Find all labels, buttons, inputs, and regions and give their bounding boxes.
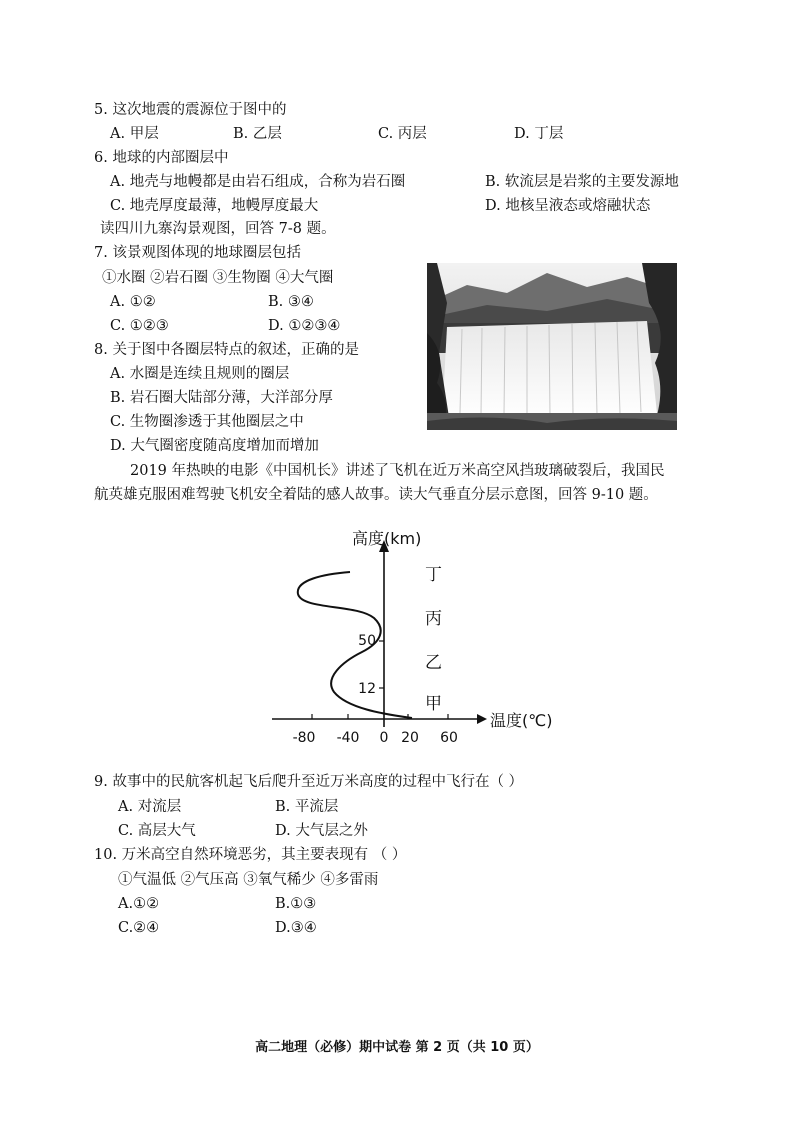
q9-option-b: B. 平流层 bbox=[275, 799, 339, 815]
q7-option-a: A. ①② bbox=[110, 294, 156, 310]
intro-9-10-line2: 航英雄克服困难驾驶飞机安全着陆的感人故事。读大气垂直分层示意图，回答 9-10 题。 bbox=[94, 487, 658, 503]
x-tick-neg40: -40 bbox=[336, 730, 360, 746]
q7-option-d: D. ①②③④ bbox=[268, 318, 341, 334]
atmosphere-layer-diagram bbox=[262, 522, 582, 756]
q10-option-b: B.①③ bbox=[275, 896, 317, 912]
q9-option-d: D. 大气层之外 bbox=[275, 823, 368, 839]
q7-option-b: B. ③④ bbox=[268, 294, 314, 310]
q8-option-a: A. 水圈是连续且规则的圈层 bbox=[110, 366, 290, 382]
page-footer: 高二地理（必修）期中试卷 第 2 页（共 10 页） bbox=[255, 1040, 539, 1055]
q10-stem: 10. 万米高空自然环境恶劣，其主要表现有 （ ） bbox=[94, 847, 407, 863]
q8-option-c: C. 生物圈渗透于其他圈层之中 bbox=[110, 414, 304, 430]
intro-7-8: 读四川九寨沟景观图，回答 7-8 题。 bbox=[100, 221, 336, 237]
x-tick-20: 20 bbox=[401, 730, 419, 746]
x-axis-label: 温度(℃) bbox=[490, 711, 553, 730]
x-tick-60: 60 bbox=[440, 730, 458, 746]
q5-option-a: A. 甲层 bbox=[110, 126, 159, 142]
q6-option-d: D. 地核呈液态或熔融状态 bbox=[485, 198, 651, 214]
q9-option-c: C. 高层大气 bbox=[118, 823, 196, 839]
x-tick-0: 0 bbox=[379, 730, 389, 746]
layer-jia: 甲 bbox=[425, 694, 442, 714]
layer-bing: 丙 bbox=[425, 609, 442, 629]
x-tick-neg80: -80 bbox=[292, 730, 316, 746]
q7-option-c: C. ①②③ bbox=[110, 318, 169, 334]
q5-option-d: D. 丁层 bbox=[514, 126, 564, 142]
q6-stem: 6. 地球的内部圈层中 bbox=[94, 150, 229, 166]
q10-option-a: A.①② bbox=[118, 896, 160, 912]
q10-option-d: D.③④ bbox=[275, 920, 317, 936]
y-axis-label: 高度(km) bbox=[352, 529, 422, 548]
q5-option-b: B. 乙层 bbox=[233, 126, 282, 142]
q8-stem: 8. 关于图中各圈层特点的叙述，正确的是 bbox=[94, 342, 359, 358]
q5-option-c: C. 丙层 bbox=[378, 126, 427, 142]
y-tick-50: 50 bbox=[358, 633, 376, 649]
intro-9-10-line1: 2019 年热映的电影《中国机长》讲述了飞机在近万米高空风挡玻璃破裂后，我国民 bbox=[130, 463, 665, 479]
q8-option-d: D. 大气圈密度随高度增加而增加 bbox=[110, 438, 319, 454]
temperature-curve bbox=[298, 572, 412, 718]
q5-stem: 5. 这次地震的震源位于图中的 bbox=[94, 102, 287, 118]
y-tick-12: 12 bbox=[358, 681, 376, 697]
q10-choices: ①气温低 ②气压高 ③氧气稀少 ④多雷雨 bbox=[118, 872, 379, 888]
x-axis-arrow bbox=[477, 714, 487, 724]
q6-option-a: A. 地壳与地幔都是由岩石组成，合称为岩石圈 bbox=[110, 174, 406, 190]
q8-option-b: B. 岩石圈大陆部分薄，大洋部分厚 bbox=[110, 390, 333, 406]
layer-ding: 丁 bbox=[425, 565, 442, 585]
waterfall-photo bbox=[427, 263, 677, 430]
q7-choices: ①水圈 ②岩石圈 ③生物圈 ④大气圈 bbox=[102, 270, 334, 286]
layer-yi: 乙 bbox=[425, 653, 442, 673]
q6-option-c: C. 地壳厚度最薄，地幔厚度最大 bbox=[110, 198, 319, 214]
q9-option-a: A. 对流层 bbox=[118, 799, 182, 815]
q9-stem: 9. 故事中的民航客机起飞后爬升至近万米高度的过程中飞行在（ ） bbox=[94, 774, 524, 790]
q10-option-c: C.②④ bbox=[118, 920, 160, 936]
q7-stem: 7. 该景观图体现的地球圈层包括 bbox=[94, 245, 301, 261]
q6-option-b: B. 软流层是岩浆的主要发源地 bbox=[485, 174, 679, 190]
